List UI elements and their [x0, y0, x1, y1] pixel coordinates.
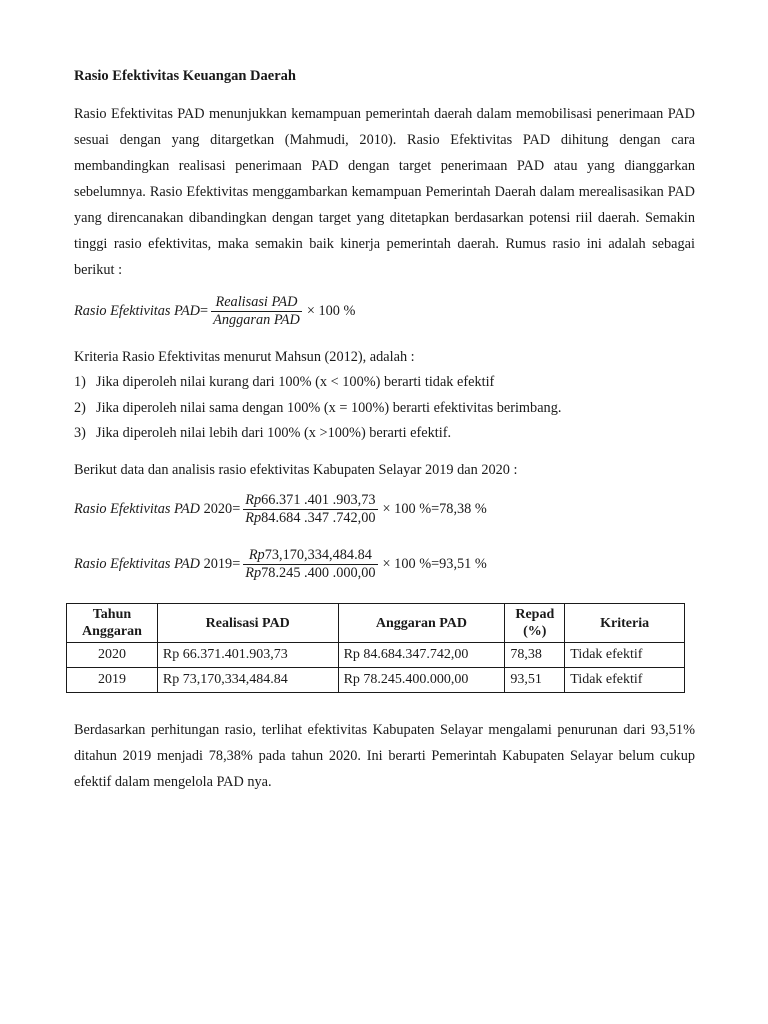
- header-anggaran: Anggaran PAD: [338, 604, 505, 643]
- criteria-item: [74, 374, 494, 391]
- currency-rp: Rp: [245, 510, 262, 526]
- formula-fraction: [243, 492, 377, 527]
- formula-equals: =: [232, 501, 241, 517]
- criteria-text: Jika diperoleh nilai kurang dari 100% (x < 100%) berarti tidak efektif: [96, 374, 495, 390]
- currency-rp: Rp: [248, 547, 265, 563]
- criteria-intro: Kriteria Rasio Efektivitas menurut Mahsun (2012), adalah :: [74, 349, 415, 365]
- formula-numerator: [243, 492, 377, 509]
- cell-realisasi: Rp 73,170,334,484.84: [157, 668, 338, 693]
- formula-tail: × 100 %=93,51 %: [382, 556, 487, 572]
- formula-lhs: Rasio Efektivitas PAD: [74, 556, 201, 572]
- cell-repad: 78,38: [505, 643, 565, 668]
- denominator-value: 84.684 .347 .742,00: [261, 510, 376, 526]
- formula-denominator: [243, 564, 377, 582]
- conclusion-paragraph: Berdasarkan perhitungan rasio, terlihat efektivitas Kabupaten Selayar mengalami penurunan dari 93,51% ditahun 2019 menjadi 78,38% pada tahun 2020. Ini berarti Pemerintah Kabupaten Selayar belum cukup efektif dalam mengelola PAD nya.: [74, 722, 695, 790]
- formula-fraction: [243, 547, 377, 582]
- pad-ratio-table: [66, 603, 685, 693]
- header-kriteria: Kriteria: [565, 604, 685, 643]
- table-header-row: [67, 604, 685, 643]
- cell-tahun: 2020: [67, 643, 158, 668]
- cell-realisasi: Rp 66.371.401.903,73: [157, 643, 338, 668]
- formula-denominator: [243, 509, 377, 527]
- formula-2019: [74, 547, 487, 582]
- cell-anggaran: Rp 78.245.400.000,00: [338, 668, 505, 693]
- denominator-value: 78.245 .400 .000,00: [261, 565, 376, 581]
- header-realisasi: Realisasi PAD: [157, 604, 338, 643]
- formula-general: [74, 294, 355, 329]
- formula-tail: × 100 %=78,38 %: [382, 501, 487, 517]
- formula-lhs: Rasio Efektivitas PAD: [74, 501, 201, 517]
- section-title: Rasio Efektivitas Keuangan Daerah: [74, 68, 296, 84]
- cell-kriteria: Tidak efektif: [565, 668, 685, 693]
- criteria-text: Jika diperoleh nilai sama dengan 100% (x = 100%) berarti efektivitas berimbang.: [96, 400, 562, 416]
- formula-tail: × 100 %: [306, 303, 356, 319]
- formula-equals: =: [200, 303, 209, 319]
- cell-anggaran: Rp 84.684.347.742,00: [338, 643, 505, 668]
- header-repad: Repad (%): [505, 604, 565, 643]
- formula-lhs: Rasio Efektivitas PAD: [74, 303, 201, 319]
- criteria-number: 1): [74, 374, 86, 390]
- formula-equals: =: [232, 556, 241, 572]
- formula-numerator: [247, 547, 374, 564]
- cell-tahun: 2019: [67, 668, 158, 693]
- currency-rp: Rp: [245, 492, 262, 508]
- table-row: [67, 668, 685, 693]
- criteria-number: 3): [74, 425, 86, 441]
- numerator-value: 66.371 .401 .903,73: [261, 492, 376, 508]
- formula-year: 2019: [203, 556, 233, 572]
- cell-kriteria: Tidak efektif: [565, 643, 685, 668]
- criteria-item: [74, 425, 451, 442]
- criteria-item: [74, 400, 561, 417]
- table-row: [67, 643, 685, 668]
- currency-rp: Rp: [245, 565, 262, 581]
- formula-fraction: [211, 294, 302, 329]
- criteria-number: 2): [74, 400, 86, 416]
- numerator-value: 73,170,334,484.84: [264, 547, 372, 563]
- data-intro: Berikut data dan analisis rasio efektivitas Kabupaten Selayar 2019 dan 2020 :: [74, 462, 518, 478]
- cell-repad: 93,51: [505, 668, 565, 693]
- formula-numerator: Realisasi PAD: [215, 294, 298, 310]
- intro-paragraph: Rasio Efektivitas PAD menunjukkan kemampuan pemerintah daerah dalam memobilisasi penerimaan PAD sesuai dengan yang ditargetkan (Mahmudi, 2010). Rasio Efektivitas PAD dihitung dengan cara membandingkan realisasi penerimaan PAD dengan target penerimaan PAD atau yang dianggarkan sebelumnya. Rasio Efektivitas menggambarkan kemampuan Pemerintah Daerah dalam merealisasikan PAD yang direncanakan dibandingkan dengan target yang ditetapkan berdasarkan potensi riil daerah. Semakin tinggi rasio efektivitas, maka semakin baik kinerja pemerintah daerah. Rumus rasio ini adalah sebagai berikut :: [74, 106, 695, 278]
- header-tahun: Tahun Anggaran: [67, 604, 158, 643]
- criteria-text: Jika diperoleh nilai lebih dari 100% (x >100%) berarti efektif.: [96, 425, 452, 441]
- formula-2020: [74, 492, 487, 527]
- formula-denominator: Anggaran PAD: [213, 312, 300, 328]
- formula-year: 2020: [203, 501, 233, 517]
